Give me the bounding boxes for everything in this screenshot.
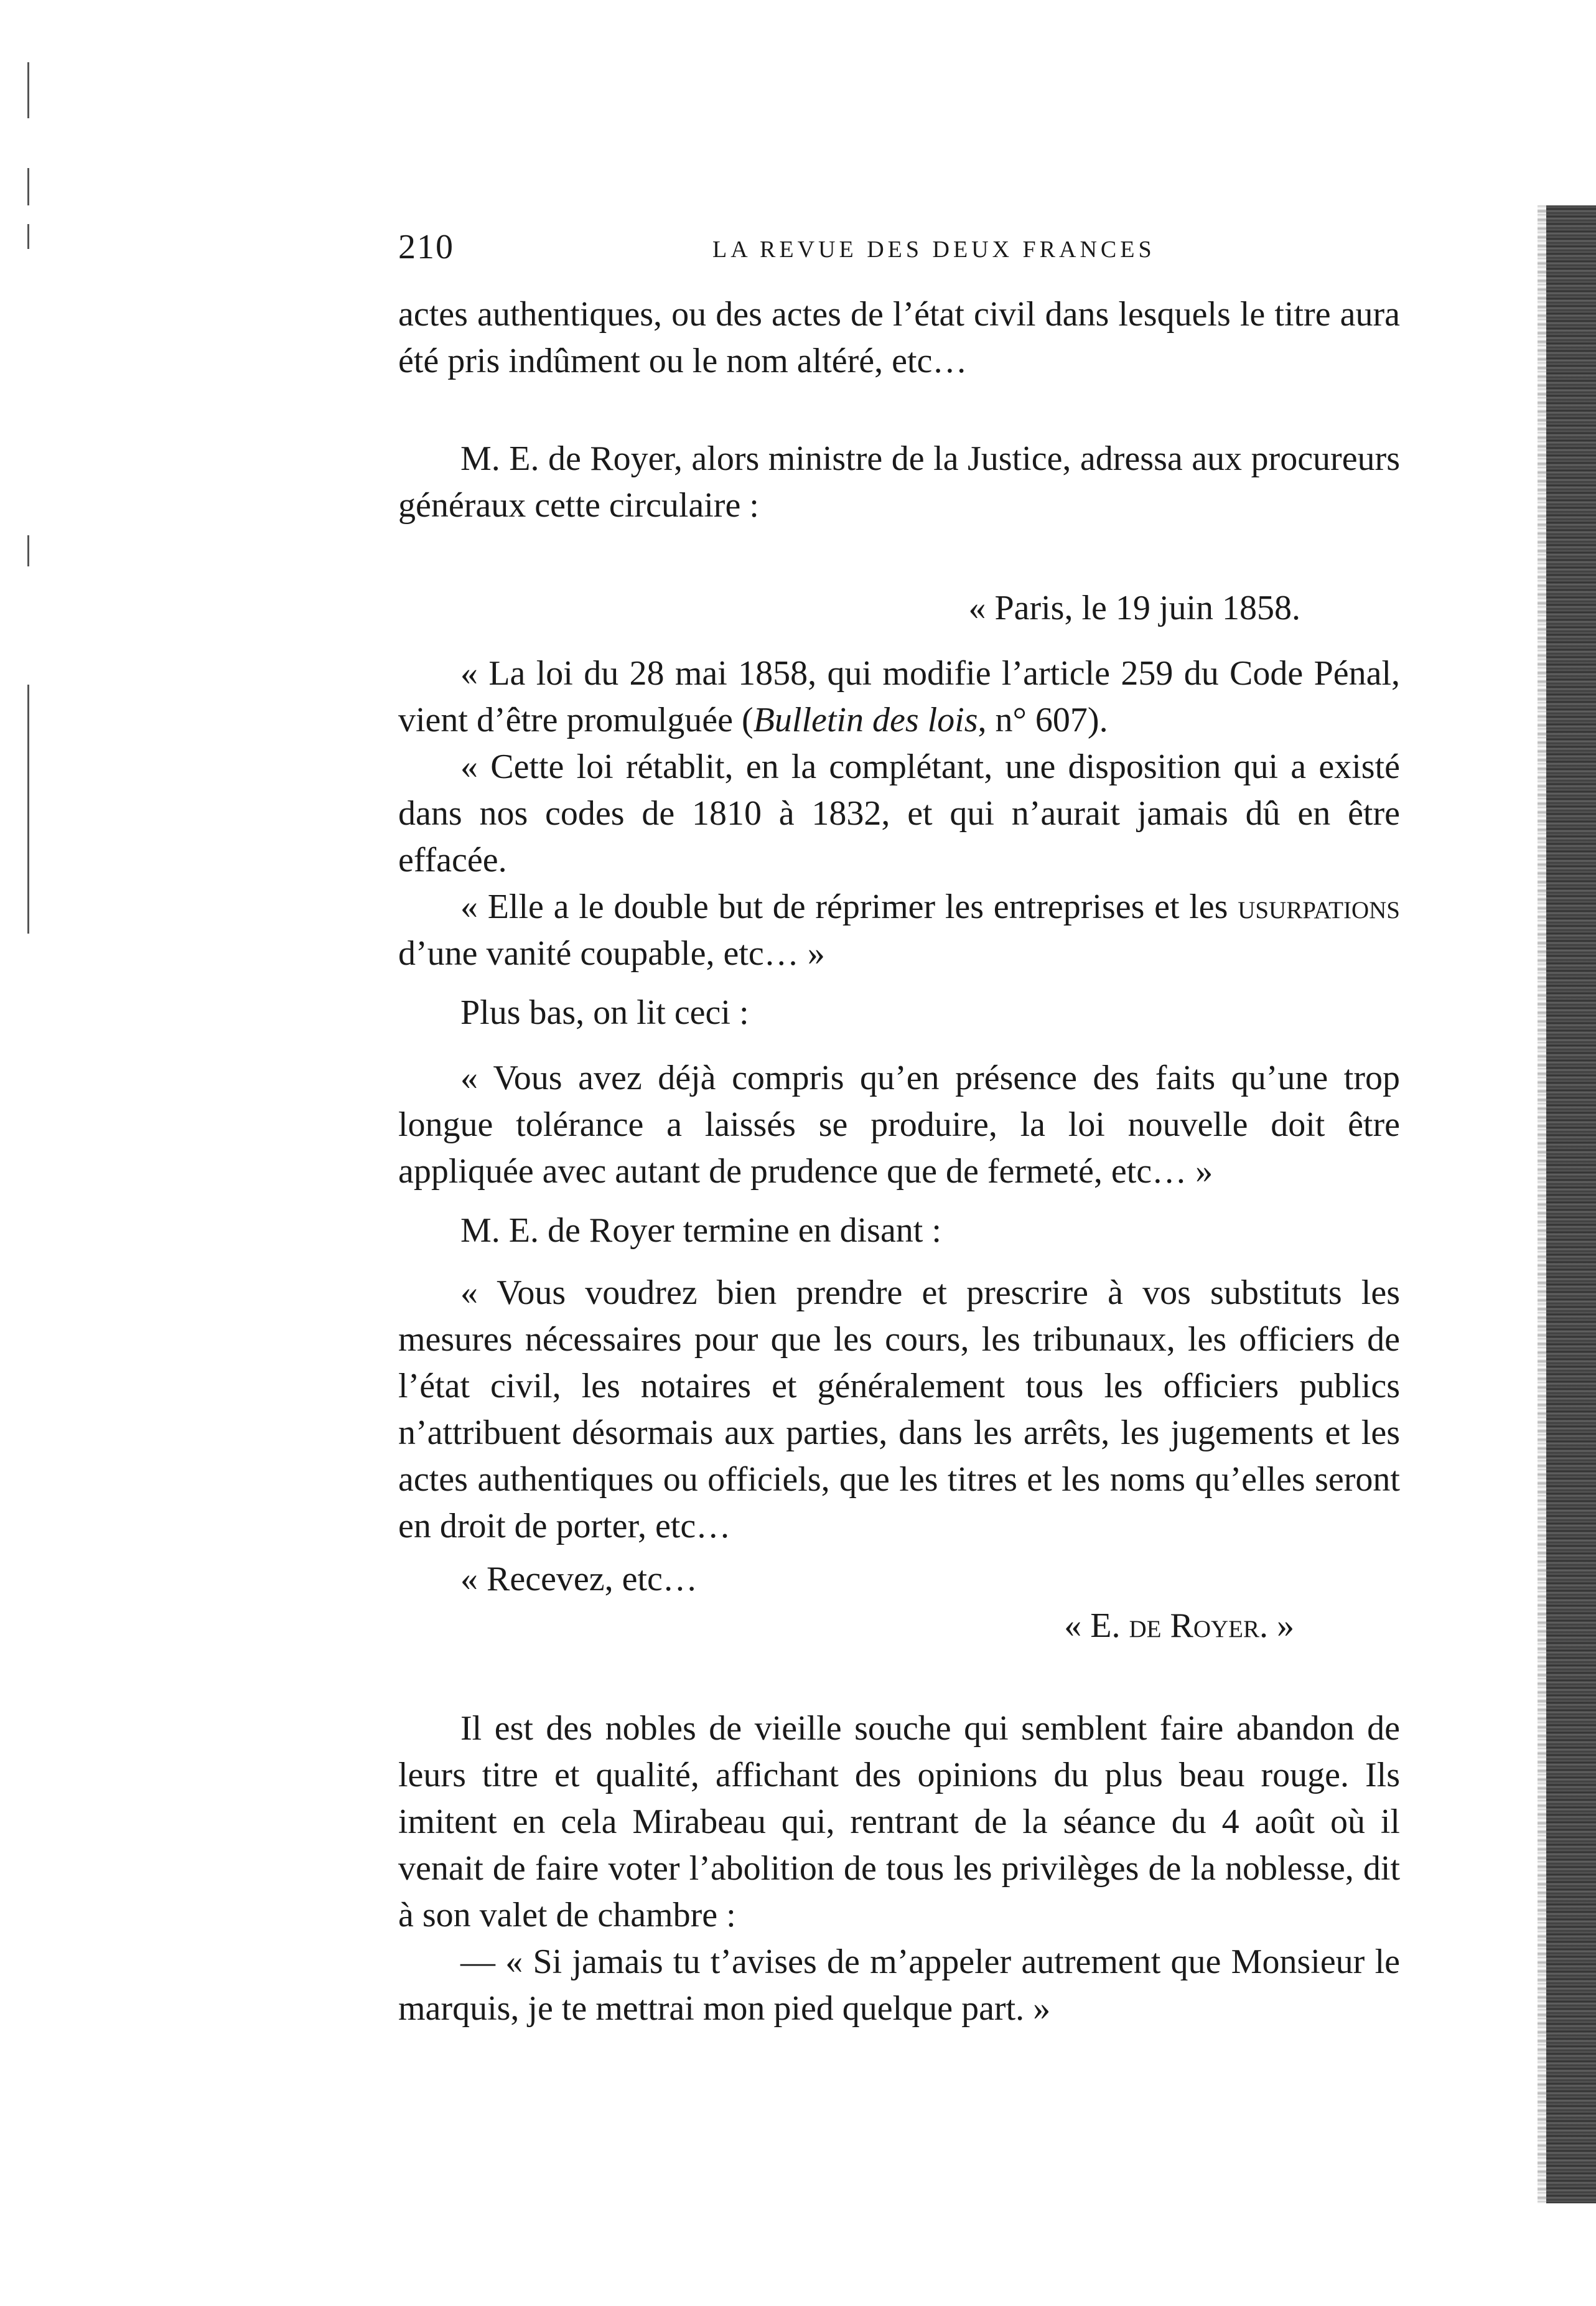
scan-margin-marks <box>19 62 37 996</box>
running-title: LA REVUE DES DEUX FRANCES <box>712 237 1155 263</box>
circular-paragraph-3-a: « Elle a le double but de réprimer les entreprises et les <box>460 888 1238 926</box>
page-header <box>398 227 1406 271</box>
paragraph-nobles: Il est des nobles de vieille souche qui semblent faire abandon de leurs titre et qualité, affichant des opinions du plus beau rouge. Ils imitent en cela Mirabeau qui, rentrant de la séance du 4 août où il venait de faire voter l’abolition de tous les privilèges de la noblesse, dit à son valet de chambre : <box>398 1709 1400 1934</box>
bulletin-des-lois: Bulletin des lois <box>753 701 978 739</box>
paragraph-plus-bas: Plus bas, on lit ceci : <box>460 993 749 1032</box>
circular-dateline: « Paris, le 19 juin 1858. <box>968 589 1300 627</box>
circular-closing: « Recevez, etc… <box>460 1560 698 1598</box>
paragraph-continuation: actes authentiques, ou des actes de l’état civil dans lesquels le titre aura été pris indûment ou le nom altéré, etc… <box>398 295 1400 380</box>
binding-edge <box>1546 205 1596 2203</box>
circular-paragraph-4: « Vous avez déjà compris qu’en présence des faits qu’une trop longue tolérance a laissés se produire, la loi nouvelle doit être appliquée avec autant de prudence que de fermeté, etc… » <box>398 1059 1400 1191</box>
circular-paragraph-2: « Cette loi rétablit, en la complétant, une disposition qui a existé dans nos codes de 1810 à 1832, et qui n’aurait jamais dû en être effacée. <box>398 748 1400 879</box>
signature-text: « E. de Royer. » <box>1064 1606 1294 1645</box>
circular-paragraph-5: « Vous voudrez bien prendre et prescrire à vos substituts les mesures nécessaires pour que les cours, les tribunaux, les officiers de l’état civil, les notaires et généralement tous les officiers publics n’attribuent désormais aux parties, dans les arrêts, les jugements et les actes authentiques ou officiels, que les titres et les noms qu’elles seront en droit de porter, etc… <box>398 1273 1400 1545</box>
usurpations-small-caps: usurpations <box>1238 888 1400 926</box>
circular-paragraph-1-a: « La loi du 28 mai 1858, qui modifie l’article 259 du Code Pénal, vient d’être promulguée ( <box>398 654 1400 739</box>
paragraph-mirabeau-quote: — « Si jamais tu t’avises de m’appeler autrement que Monsieur le marquis, je te mettrai mon pied quelque part. » <box>398 1943 1400 2028</box>
paragraph-royer-termine: M. E. de Royer termine en disant : <box>460 1211 941 1250</box>
circular-paragraph-3 <box>398 884 1400 977</box>
circular-paragraph-1-c: , n° 607). <box>978 701 1108 739</box>
circular-signature <box>398 1603 1400 1649</box>
paragraph-royer-intro: M. E. de Royer, alors ministre de la Justice, adressa aux procureurs généraux cette circulaire : <box>398 439 1400 525</box>
page-number: 210 <box>398 228 454 266</box>
circular-paragraph-3-c: d’une vanité coupable, etc… » <box>398 934 825 973</box>
circular-paragraph-1 <box>398 650 1400 744</box>
